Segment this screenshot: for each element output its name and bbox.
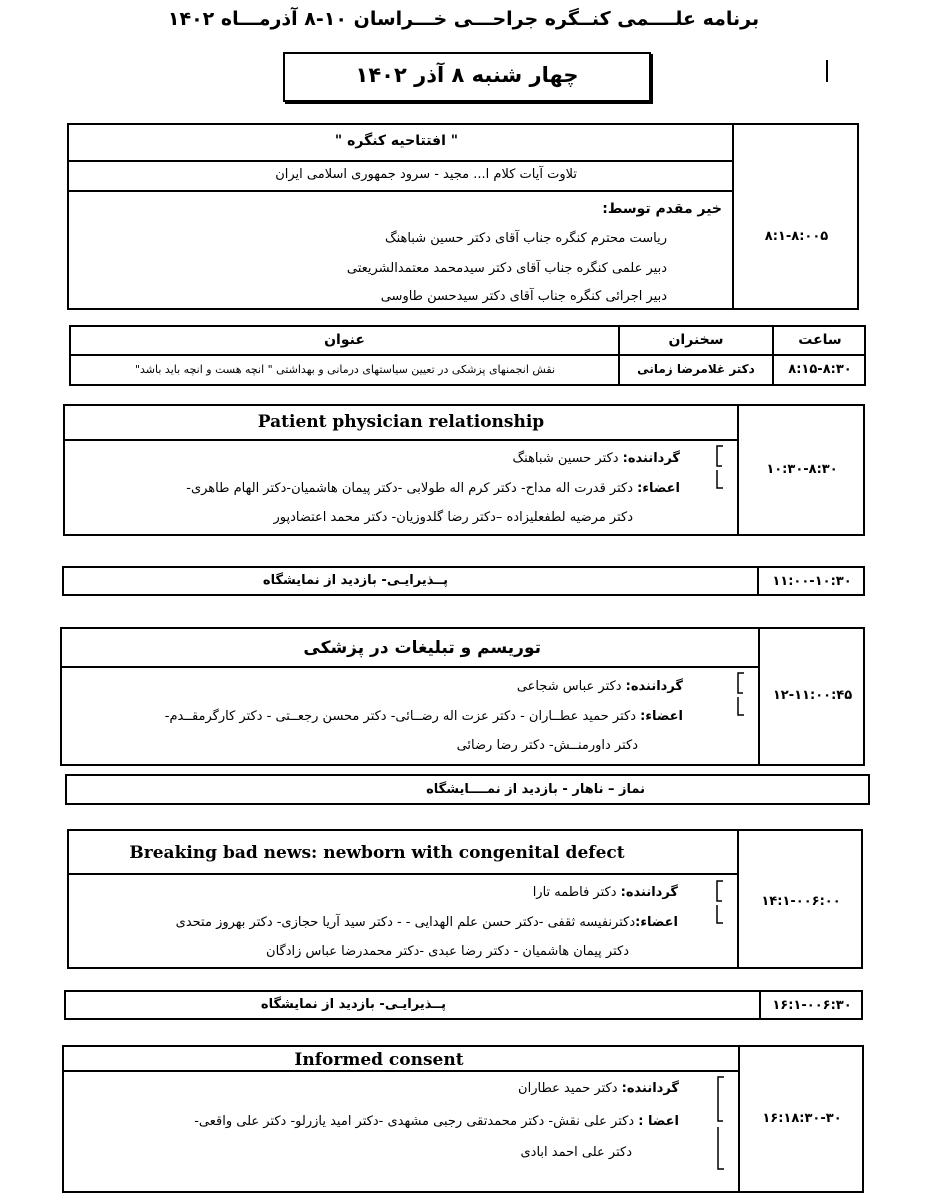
- panel-3-moderator: [533, 885, 678, 900]
- panel-3-moderator-label: گرداننده:: [620, 885, 678, 900]
- panel-2-moderator: [517, 679, 683, 694]
- break-1-time: ١٠:٣٠-١١:٠٠: [772, 574, 852, 589]
- panel-4-members-line-1: دکتر علی نقش- دکتر محمدتقی رجبی مشهدی -دکتر امید یازرلو- دکتر علی واقعی-: [194, 1114, 639, 1129]
- panel-1-members-label: اعضاء:: [637, 481, 680, 496]
- lecture-table: [69, 325, 866, 386]
- col-header-speaker: سخنران: [668, 332, 724, 348]
- panel-4-title: Informed consent: [294, 1050, 464, 1070]
- panel-2: [60, 627, 865, 766]
- day-box: [283, 52, 651, 102]
- welcome-title: خیر مقدم توسط:: [602, 201, 722, 217]
- opening-block: [67, 123, 859, 310]
- panel-4-members-line-2: دکتر علی احمد ابادی: [520, 1145, 632, 1160]
- panel-1-time: ٨:٣٠-١٠:٣٠: [766, 462, 838, 477]
- panel-3-title: Breaking bad news: newborn with congenital defect: [129, 843, 625, 863]
- panel-4-time: ١۶:٣٠-١٨:٣٠: [762, 1111, 842, 1126]
- break-2-label: نماز – ناهار - بازدید از نمــــایشگاه: [426, 782, 645, 797]
- break-1-label: پــذیرایـی- بازدید از نمایشگاه: [262, 573, 448, 588]
- break-1: [62, 566, 865, 596]
- panel-1-members: [186, 481, 680, 496]
- opening-time: ٨:٠٠-٨:١۵: [764, 229, 829, 244]
- panel-1-title: Patient physician relationship: [257, 412, 545, 432]
- col-header-title: عنوان: [324, 332, 365, 348]
- panel-2-time: ١١:٠٠-١٢:۴۵: [772, 688, 853, 703]
- opening-recital: تلاوت آیات کلام ا... مجید - سرود جمهوری اسلامی ایران: [275, 167, 577, 182]
- bracket-icon: [711, 879, 727, 925]
- panel-4-members-label: اعضا :: [638, 1114, 679, 1129]
- panel-2-moderator-label: گرداننده:: [625, 679, 683, 694]
- panel-3: [67, 829, 863, 969]
- welcome-line-1: ریاست محترم کنگره جناب آقای دکتر حسین شباهنگ: [384, 231, 667, 246]
- lecture-time: ٨:١۵-٨:٣٠: [788, 362, 852, 377]
- panel-3-moderator-name: دکتر فاطمه تارا: [532, 885, 621, 900]
- panel-2-members-line-1: دکتر حمید عطــاران - دکتر عزت اله رضــائی- دکتر محسن رجعــتی - دکتر کارگرمقــدم-: [164, 709, 641, 724]
- panel-1-moderator-label: گرداننده:: [622, 451, 680, 466]
- panel-2-members-line-2: دکتر داورمنــش- دکتر رضا رضائی: [456, 738, 638, 753]
- lecture-title: نقش انجمنهای پزشکی در تعیین سیاستهای درمانی و بهداشتی " انچه هست و انچه باید باشد": [134, 363, 556, 376]
- page-title: برنامه علــــمی کنــگره جراحـــی خـــراسان ١٠-٨ آذرمـــاه ١۴٠٢: [167, 8, 760, 30]
- break-3-label: پــذیرایـی- بازدید از نمایشگاه: [260, 997, 446, 1012]
- panel-2-members: [165, 709, 683, 724]
- panel-1: [63, 404, 865, 536]
- break-3: [64, 990, 863, 1020]
- panel-2-members-label: اعضاء:: [640, 709, 683, 724]
- bracket-icon: [711, 444, 727, 490]
- panel-1-moderator-name: دکتر حسین شباهنگ: [512, 451, 623, 466]
- break-3-time: ١۶:٠٠-١۶:٣٠: [772, 998, 852, 1013]
- welcome-line-3: دبیر اجرائی کنگره جناب آقای دکتر سیدحسن طاوسی: [380, 289, 667, 304]
- panel-1-members-line-1: دکتر قدرت اله مداح- دکتر کرم اله طولابی -دکتر پیمان هاشمیان-دکتر الهام طاهری-: [186, 481, 638, 496]
- panel-2-title: توریسم و تبلیغات در پزشکی: [303, 638, 541, 658]
- panel-4: [62, 1045, 864, 1193]
- panel-3-members: [176, 915, 678, 930]
- panel-2-moderator-name: دکتر عباس شجاعی: [516, 679, 626, 694]
- margin-mark: [826, 60, 828, 82]
- panel-3-members-line-2: دکتر پیمان هاشمیان - دکتر رضا عبدی -دکتر محمدرضا عباس زادگان: [266, 944, 629, 959]
- lecture-speaker: دکتر غلامرضا زمانی: [637, 362, 755, 376]
- panel-4-members: [194, 1114, 679, 1129]
- panel-1-moderator: [513, 451, 680, 466]
- bracket-icon: [732, 671, 748, 717]
- panel-4-moderator-name: دکتر حمید عطاران: [518, 1081, 622, 1096]
- panel-3-time: ١۴:٠٠-١۶:٠٠: [761, 894, 841, 909]
- panel-3-members-line-1: دکترنفیسه ثقفی -دکتر حسن علم الهدایی - - دکتر سید آریا حجازی- دکتر بهروز متحدی: [175, 915, 636, 930]
- panel-3-members-label: اعضاء:: [635, 915, 678, 930]
- day-box-label: چهار شنبه ٨ آذر ١۴٠٢: [355, 63, 579, 87]
- panel-4-moderator: [518, 1081, 679, 1096]
- opening-heading: " افتتاحیه کنگره ": [334, 133, 459, 149]
- panel-1-members-line-2: دکتر مرضیه لطفعلیزاده –دکتر رضا گلدوزیان- دکتر محمد اعتضادپور: [273, 510, 633, 525]
- panel-4-moderator-label: گرداننده:: [621, 1081, 679, 1096]
- welcome-line-2: دبیر علمی کنگره جناب آقای دکتر سیدمحمد معتمدالشریعتی: [346, 261, 667, 276]
- col-header-time: ساعت: [798, 332, 842, 348]
- bracket-icon: [712, 1075, 728, 1171]
- break-2: [65, 774, 870, 805]
